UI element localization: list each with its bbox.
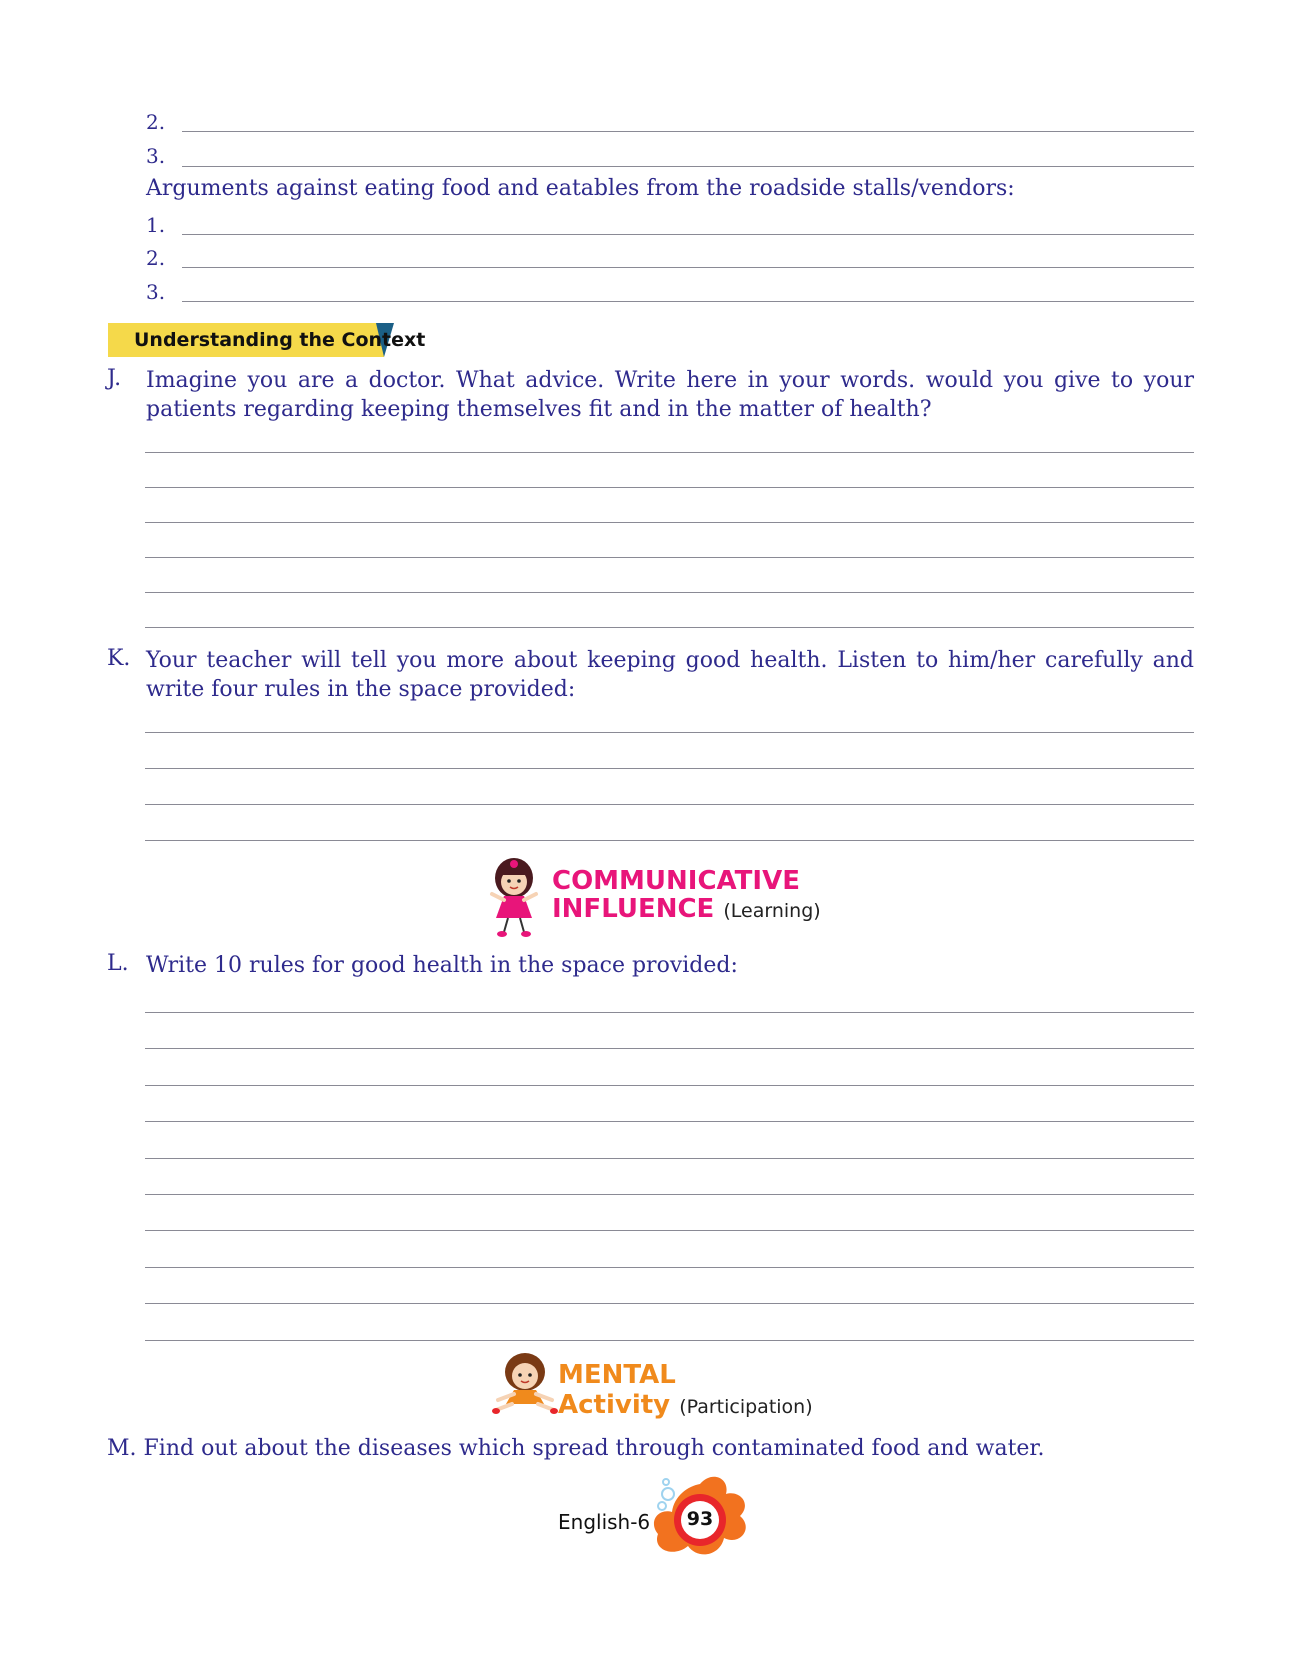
- question-m-text: Find out about the diseases which spread through contaminated food and water.: [143, 1436, 1045, 1461]
- answer-line[interactable]: [182, 131, 1194, 132]
- answer-line[interactable]: [145, 732, 1194, 733]
- mental-sub: (Participation): [679, 1396, 813, 1418]
- answer-line[interactable]: [145, 452, 1194, 453]
- answer-line[interactable]: [145, 1048, 1194, 1049]
- girl-icon: [484, 856, 544, 938]
- answer-line[interactable]: [145, 1303, 1194, 1304]
- section-tab: [108, 323, 426, 357]
- mental-line2-text: Activity: [558, 1390, 671, 1420]
- mental-line2: [558, 1391, 813, 1421]
- question-k-text: Your teacher will tell you more about keeping good health. Listen to him/her carefully and write four rules in the space provided:: [146, 648, 1194, 702]
- question-letter: K.: [107, 646, 131, 671]
- list-number: 1.: [146, 213, 166, 237]
- answer-line[interactable]: [145, 804, 1194, 805]
- answer-line[interactable]: [145, 1012, 1194, 1013]
- answer-line[interactable]: [145, 1340, 1194, 1341]
- answer-line[interactable]: [145, 1230, 1194, 1231]
- answer-line[interactable]: [145, 487, 1194, 488]
- question-l-text: Write 10 rules for good health in the space provided:: [146, 953, 738, 978]
- question-letter: M.: [107, 1436, 137, 1461]
- answer-line[interactable]: [145, 768, 1194, 769]
- question-letter: L.: [107, 951, 129, 976]
- communicative-line1: COMMUNICATIVE: [552, 866, 800, 896]
- footer-book-label: English-6: [558, 1510, 651, 1534]
- list-number: 2.: [146, 110, 166, 134]
- list-number: 2.: [146, 246, 166, 270]
- answer-line[interactable]: [145, 522, 1194, 523]
- question-letter: J.: [107, 366, 122, 391]
- mental-line1: MENTAL: [558, 1360, 676, 1390]
- answer-line[interactable]: [182, 301, 1194, 302]
- list-number: 3.: [146, 280, 166, 304]
- answer-line[interactable]: [145, 1158, 1194, 1159]
- answer-line[interactable]: [145, 1085, 1194, 1086]
- list-number: 3.: [146, 144, 166, 168]
- answer-line[interactable]: [145, 592, 1194, 593]
- against-heading: Arguments against eating food and eatables from the roadside stalls/vendors:: [146, 176, 1015, 201]
- answer-line[interactable]: [182, 234, 1194, 235]
- communicative-line2-text: INFLUENCE: [552, 894, 715, 924]
- question-m: [107, 1436, 1045, 1461]
- answer-line[interactable]: [145, 1194, 1194, 1195]
- communicative-sub: (Learning): [723, 900, 821, 922]
- answer-line[interactable]: [182, 267, 1194, 268]
- question-j-text: Imagine you are a doctor. What advice. Write here in your words. would you give to your patients regarding keeping themselves fit and in the matter of health?: [146, 368, 1194, 422]
- communicative-line2: [552, 895, 821, 925]
- answer-line[interactable]: [145, 627, 1194, 628]
- answer-line[interactable]: [145, 1121, 1194, 1122]
- section-tab-label: Understanding the Context: [134, 329, 426, 351]
- page-number: 93: [686, 1508, 714, 1530]
- answer-line[interactable]: [145, 557, 1194, 558]
- answer-line[interactable]: [145, 1267, 1194, 1268]
- answer-line[interactable]: [145, 840, 1194, 841]
- answer-line[interactable]: [182, 166, 1194, 167]
- girl-sitting-icon: [492, 1352, 558, 1416]
